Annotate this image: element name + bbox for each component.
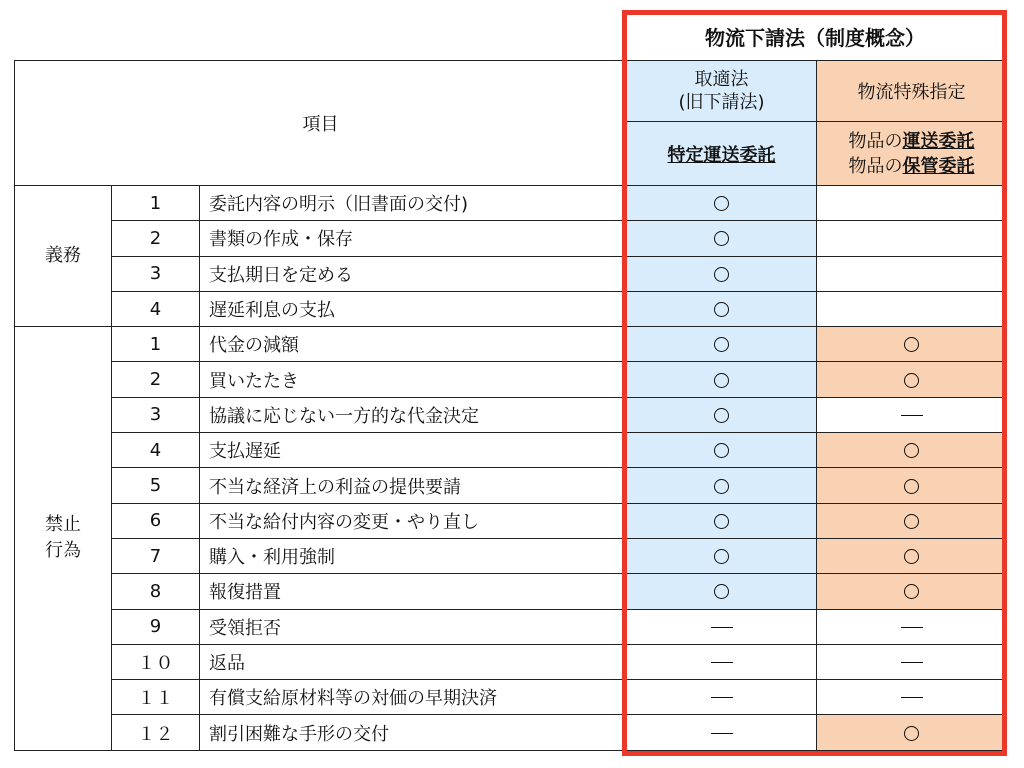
header-col-b-sub-line2 [817,154,1006,179]
row-number: 3 [112,397,200,432]
circle-mark-icon [904,514,919,529]
dash-mark-icon [711,697,733,698]
row-item-label: 遅延利息の支払 [200,291,627,326]
mark-cell-col-a [627,644,817,679]
row-item-label: 購入・利用強制 [200,538,627,573]
table-row [15,186,1007,221]
mark-cell-col-b [817,256,1007,291]
mark-cell-col-b [817,291,1007,326]
circle-mark-icon [904,443,919,458]
header-col-b-sub-line1-bold: 運送委託 [902,130,975,152]
mark-cell-col-b [817,644,1007,679]
header-col-b-title-label: 物流特殊指定 [857,82,966,103]
row-number: 9 [112,609,200,644]
circle-mark-icon [714,408,729,423]
header-col-b-title [817,61,1007,122]
table-row [15,327,1007,362]
table-row [15,468,1007,503]
row-item-label: 支払期日を定める [200,256,627,291]
mark-cell-col-a [627,433,817,468]
circle-mark-icon [904,726,919,741]
row-item-label: 有償支給原材料等の対価の早期決済 [200,680,627,715]
category-label: 義務 [45,245,81,267]
frame-title: 物流下請法（制度概念） [705,26,925,50]
circle-mark-icon [714,231,729,246]
row-number: 4 [112,291,200,326]
circle-mark-icon [714,549,729,564]
dash-mark-icon [901,697,923,698]
circle-mark-icon [904,479,919,494]
row-item-label: 買いたたき [200,362,627,397]
row-number: １１ [112,680,200,715]
circle-mark-icon [904,549,919,564]
mark-cell-col-b [817,715,1007,750]
circle-mark-icon [714,302,729,317]
table-row [15,538,1007,573]
row-number: 3 [112,256,200,291]
mark-cell-col-b [817,362,1007,397]
table-row [15,715,1007,750]
table-row [15,574,1007,609]
table-row [15,291,1007,326]
category-label: 行為 [45,540,81,562]
circle-mark-icon [714,196,729,211]
dash-mark-icon [711,627,733,628]
circle-mark-icon [904,584,919,599]
row-item-label: 返品 [200,644,627,679]
row-item-label: 割引困難な手形の交付 [200,715,627,750]
category-cell [15,186,112,327]
mark-cell-col-a [627,609,817,644]
header-col-b-sub-line1 [817,129,1006,154]
circle-mark-icon [714,479,729,494]
table-row [15,680,1007,715]
header-item-label: 項目 [302,114,339,135]
row-number: 1 [112,327,200,362]
table-row [15,644,1007,679]
row-number: 4 [112,433,200,468]
mark-cell-col-a [627,680,817,715]
mark-cell-col-b [817,433,1007,468]
mark-cell-col-a [627,538,817,573]
mark-cell-col-a [627,715,817,750]
circle-mark-icon [714,267,729,282]
row-number: 2 [112,362,200,397]
dash-mark-icon [901,627,923,628]
header-col-b-sub-line2-prefix: 物品の [848,155,903,177]
circle-mark-icon [714,584,729,599]
dash-mark-icon [711,662,733,663]
row-item-label: 協議に応じない一方的な代金決定 [200,397,627,432]
header-col-a-title-line2: (旧下請法) [678,92,765,113]
mark-cell-col-a [627,468,817,503]
circle-mark-icon [714,514,729,529]
row-item-label: 報復措置 [200,574,627,609]
row-number: 2 [112,221,200,256]
table-row [15,397,1007,432]
row-number: １０ [112,644,200,679]
header-col-a-subtitle [627,122,817,186]
table-row [15,433,1007,468]
mark-cell-col-a [627,327,817,362]
table-row [15,256,1007,291]
header-col-a-title [627,61,817,122]
table-row [15,503,1007,538]
row-item-label: 不当な経済上の利益の提供要請 [200,468,627,503]
circle-mark-icon [714,443,729,458]
header-col-b-subtitle [817,122,1007,186]
mark-cell-col-b [817,680,1007,715]
circle-mark-icon [714,373,729,388]
category-label: 禁止 [45,514,81,536]
mark-cell-col-a [627,397,817,432]
table-row [15,362,1007,397]
row-item-label: 書類の作成・保存 [200,221,627,256]
dash-mark-icon [901,415,923,416]
row-item-label: 不当な給付内容の変更・やり直し [200,503,627,538]
row-number: 8 [112,574,200,609]
circle-mark-icon [904,373,919,388]
header-col-b-sub-line2-bold: 保管委託 [902,155,975,177]
table-row [15,609,1007,644]
mark-cell-col-a [627,503,817,538]
mark-cell-col-b [817,538,1007,573]
circle-mark-icon [904,337,919,352]
mark-cell-col-a [627,362,817,397]
header-col-a-title-line1: 取適法 [694,69,749,90]
row-number: 6 [112,503,200,538]
mark-cell-col-b [817,221,1007,256]
mark-cell-col-b [817,609,1007,644]
table-row [15,221,1007,256]
row-item-label: 代金の減額 [200,327,627,362]
mark-cell-col-b [817,503,1007,538]
mark-cell-col-a [627,221,817,256]
dash-mark-icon [901,662,923,663]
row-number: 5 [112,468,200,503]
dash-mark-icon [711,733,733,734]
row-item-label: 委託内容の明示（旧書面の交付) [200,186,627,221]
header-item-cell [15,61,627,186]
row-number: １２ [112,715,200,750]
mark-cell-col-b [817,574,1007,609]
header-col-a-subtitle-label: 特定運送委託 [667,144,776,166]
mark-cell-col-a [627,291,817,326]
mark-cell-col-a [627,186,817,221]
circle-mark-icon [714,337,729,352]
row-item-label: 支払遅延 [200,433,627,468]
mark-cell-col-b [817,468,1007,503]
category-cell [15,327,112,751]
row-number: 7 [112,538,200,573]
mark-cell-col-b [817,186,1007,221]
row-number: 1 [112,186,200,221]
mark-cell-col-a [627,574,817,609]
header-col-b-sub-line1-prefix: 物品の [848,130,903,152]
comparison-table [14,60,1007,751]
row-item-label: 受領拒否 [200,609,627,644]
mark-cell-col-b [817,327,1007,362]
mark-cell-col-b [817,397,1007,432]
mark-cell-col-a [627,256,817,291]
